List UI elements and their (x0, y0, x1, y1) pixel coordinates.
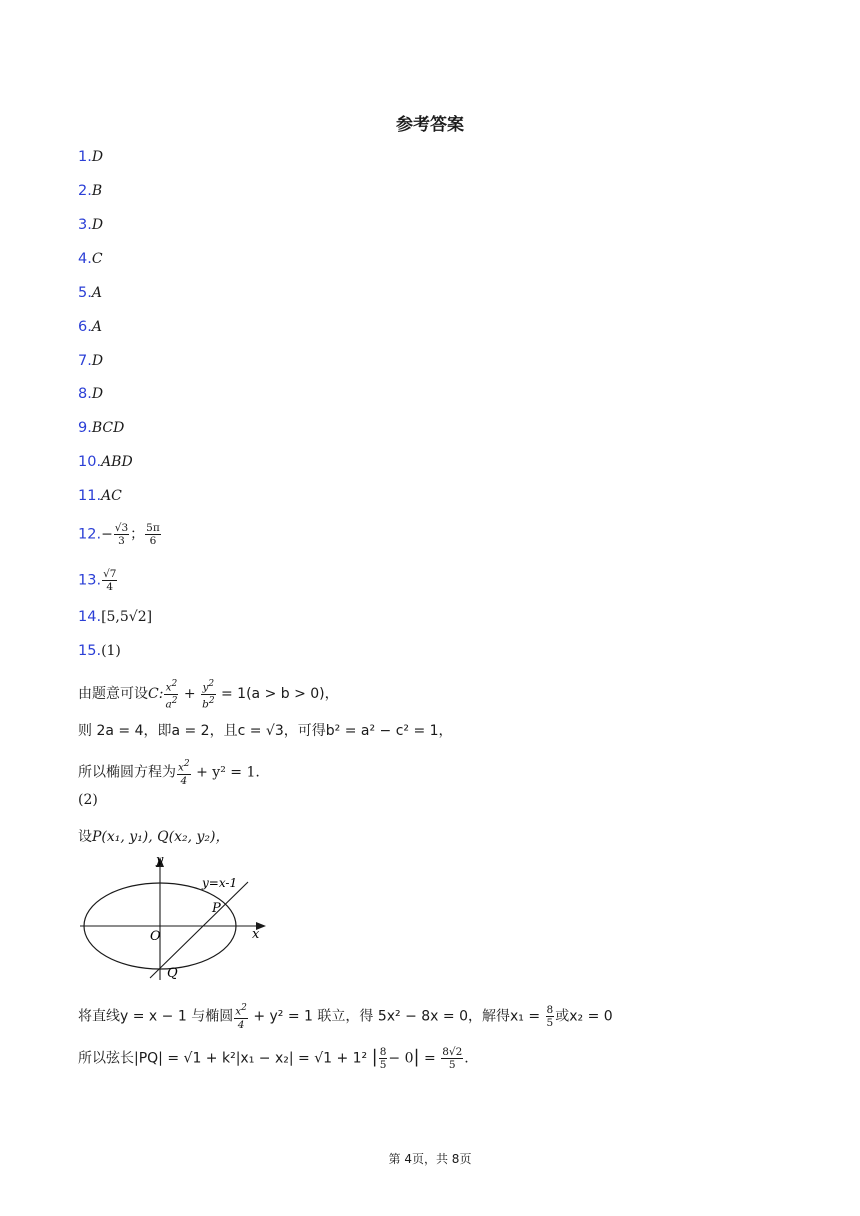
page-footer: 第 4页，共 8页 (388, 1152, 472, 1166)
answer-value: BCD (91, 420, 125, 436)
solution-line-5: 将直线y = x − 1 与椭圆 $\frac{x^2}{4}$ + y² = 1 联立，得 5x² − 8x = 0，解得x₁ = $\frac{8}{5}$ 或x₂ = 0 (78, 1003, 613, 1031)
point-p-label: P (212, 901, 221, 916)
answer-5 (78, 282, 102, 304)
answer-number: 8. (78, 386, 92, 402)
answer-4 (78, 248, 103, 270)
answer-number: 2. (78, 183, 92, 199)
answer-2 (78, 180, 102, 202)
fraction: $\frac{√7}{4}$ (103, 568, 117, 593)
ellipse-figure (78, 850, 278, 985)
answer-number: 13. (78, 572, 102, 589)
part-label-2: (2) (78, 792, 98, 808)
point-q-label: Q (167, 966, 178, 981)
answer-number: 5. (78, 285, 92, 301)
answer-value: D (91, 149, 104, 165)
answer-number: 9. (78, 420, 92, 436)
answer-value: D (91, 353, 104, 369)
answer-value: D (91, 217, 104, 233)
part-label: (1) (101, 643, 121, 659)
answer-1 (78, 146, 103, 168)
y-axis-label: y (156, 853, 164, 868)
answer-value: B (91, 183, 103, 199)
x-axis-label: x (252, 927, 260, 942)
solution-line-6: 所以弦长|PQ| = √1 + k²|x₁ − x₂| = √1 + 1² | $\frac{8}{5}$ − 0| = $\frac{8√2}{5}$ . (78, 1046, 469, 1071)
solution-line-4: 设P(x₁, y₁), Q(x₂, y₂)， (78, 829, 230, 845)
solution-line-2: 则 2a = 4，即a = 2，且c = √3，可得b² = a² − c² = 1， (78, 723, 453, 739)
answer-value: D (91, 386, 104, 402)
fraction: $\frac{√3}{3}$ (114, 522, 129, 547)
answer-13 (78, 568, 118, 593)
line-label: y=x-1 (202, 876, 238, 890)
solution-line-1: 由题意可设C: $\frac{x^2}{a^2}$ + $\frac{y^2}{b^2}$ = 1(a > b > 0)， (78, 679, 339, 710)
answer-3 (78, 214, 103, 236)
answer-number: 12. (78, 526, 102, 543)
answer-number: 3. (78, 217, 92, 233)
fraction: $\frac{5\pi}{6}$ (146, 522, 160, 547)
answer-value: ABD (101, 454, 133, 470)
answer-15 (78, 640, 121, 662)
answer-6 (78, 316, 102, 338)
answer-value: AC (101, 488, 122, 504)
answer-number: 4. (78, 251, 92, 267)
answer-number: 6. (78, 319, 92, 335)
answer-10 (78, 451, 133, 473)
answer-number: 15. (78, 643, 102, 659)
answer-value: C (91, 251, 103, 267)
answer-number: 14. (78, 609, 102, 625)
answer-number: 11. (78, 488, 102, 504)
answer-12: 12.− $\frac{√3}{3}$ ； $\frac{5\pi}{6}$ (78, 522, 160, 547)
answer-value: A (91, 319, 102, 335)
answer-number: 10. (78, 454, 102, 470)
answer-11 (78, 485, 122, 507)
origin-label: O (150, 929, 161, 944)
answer-number: 1. (78, 149, 92, 165)
answer-9 (78, 417, 124, 439)
answer-value: A (91, 285, 102, 301)
solution-line-3: 所以椭圆方程为 $\frac{x^2}{4}$ + y² = 1. (78, 759, 260, 787)
answer-value: [5,5√2] (101, 609, 153, 625)
answer-7 (78, 350, 103, 372)
answer-14 (78, 606, 152, 628)
answer-number: 7. (78, 353, 92, 369)
page-title: 参考答案 (396, 115, 464, 135)
answer-8 (78, 383, 103, 405)
